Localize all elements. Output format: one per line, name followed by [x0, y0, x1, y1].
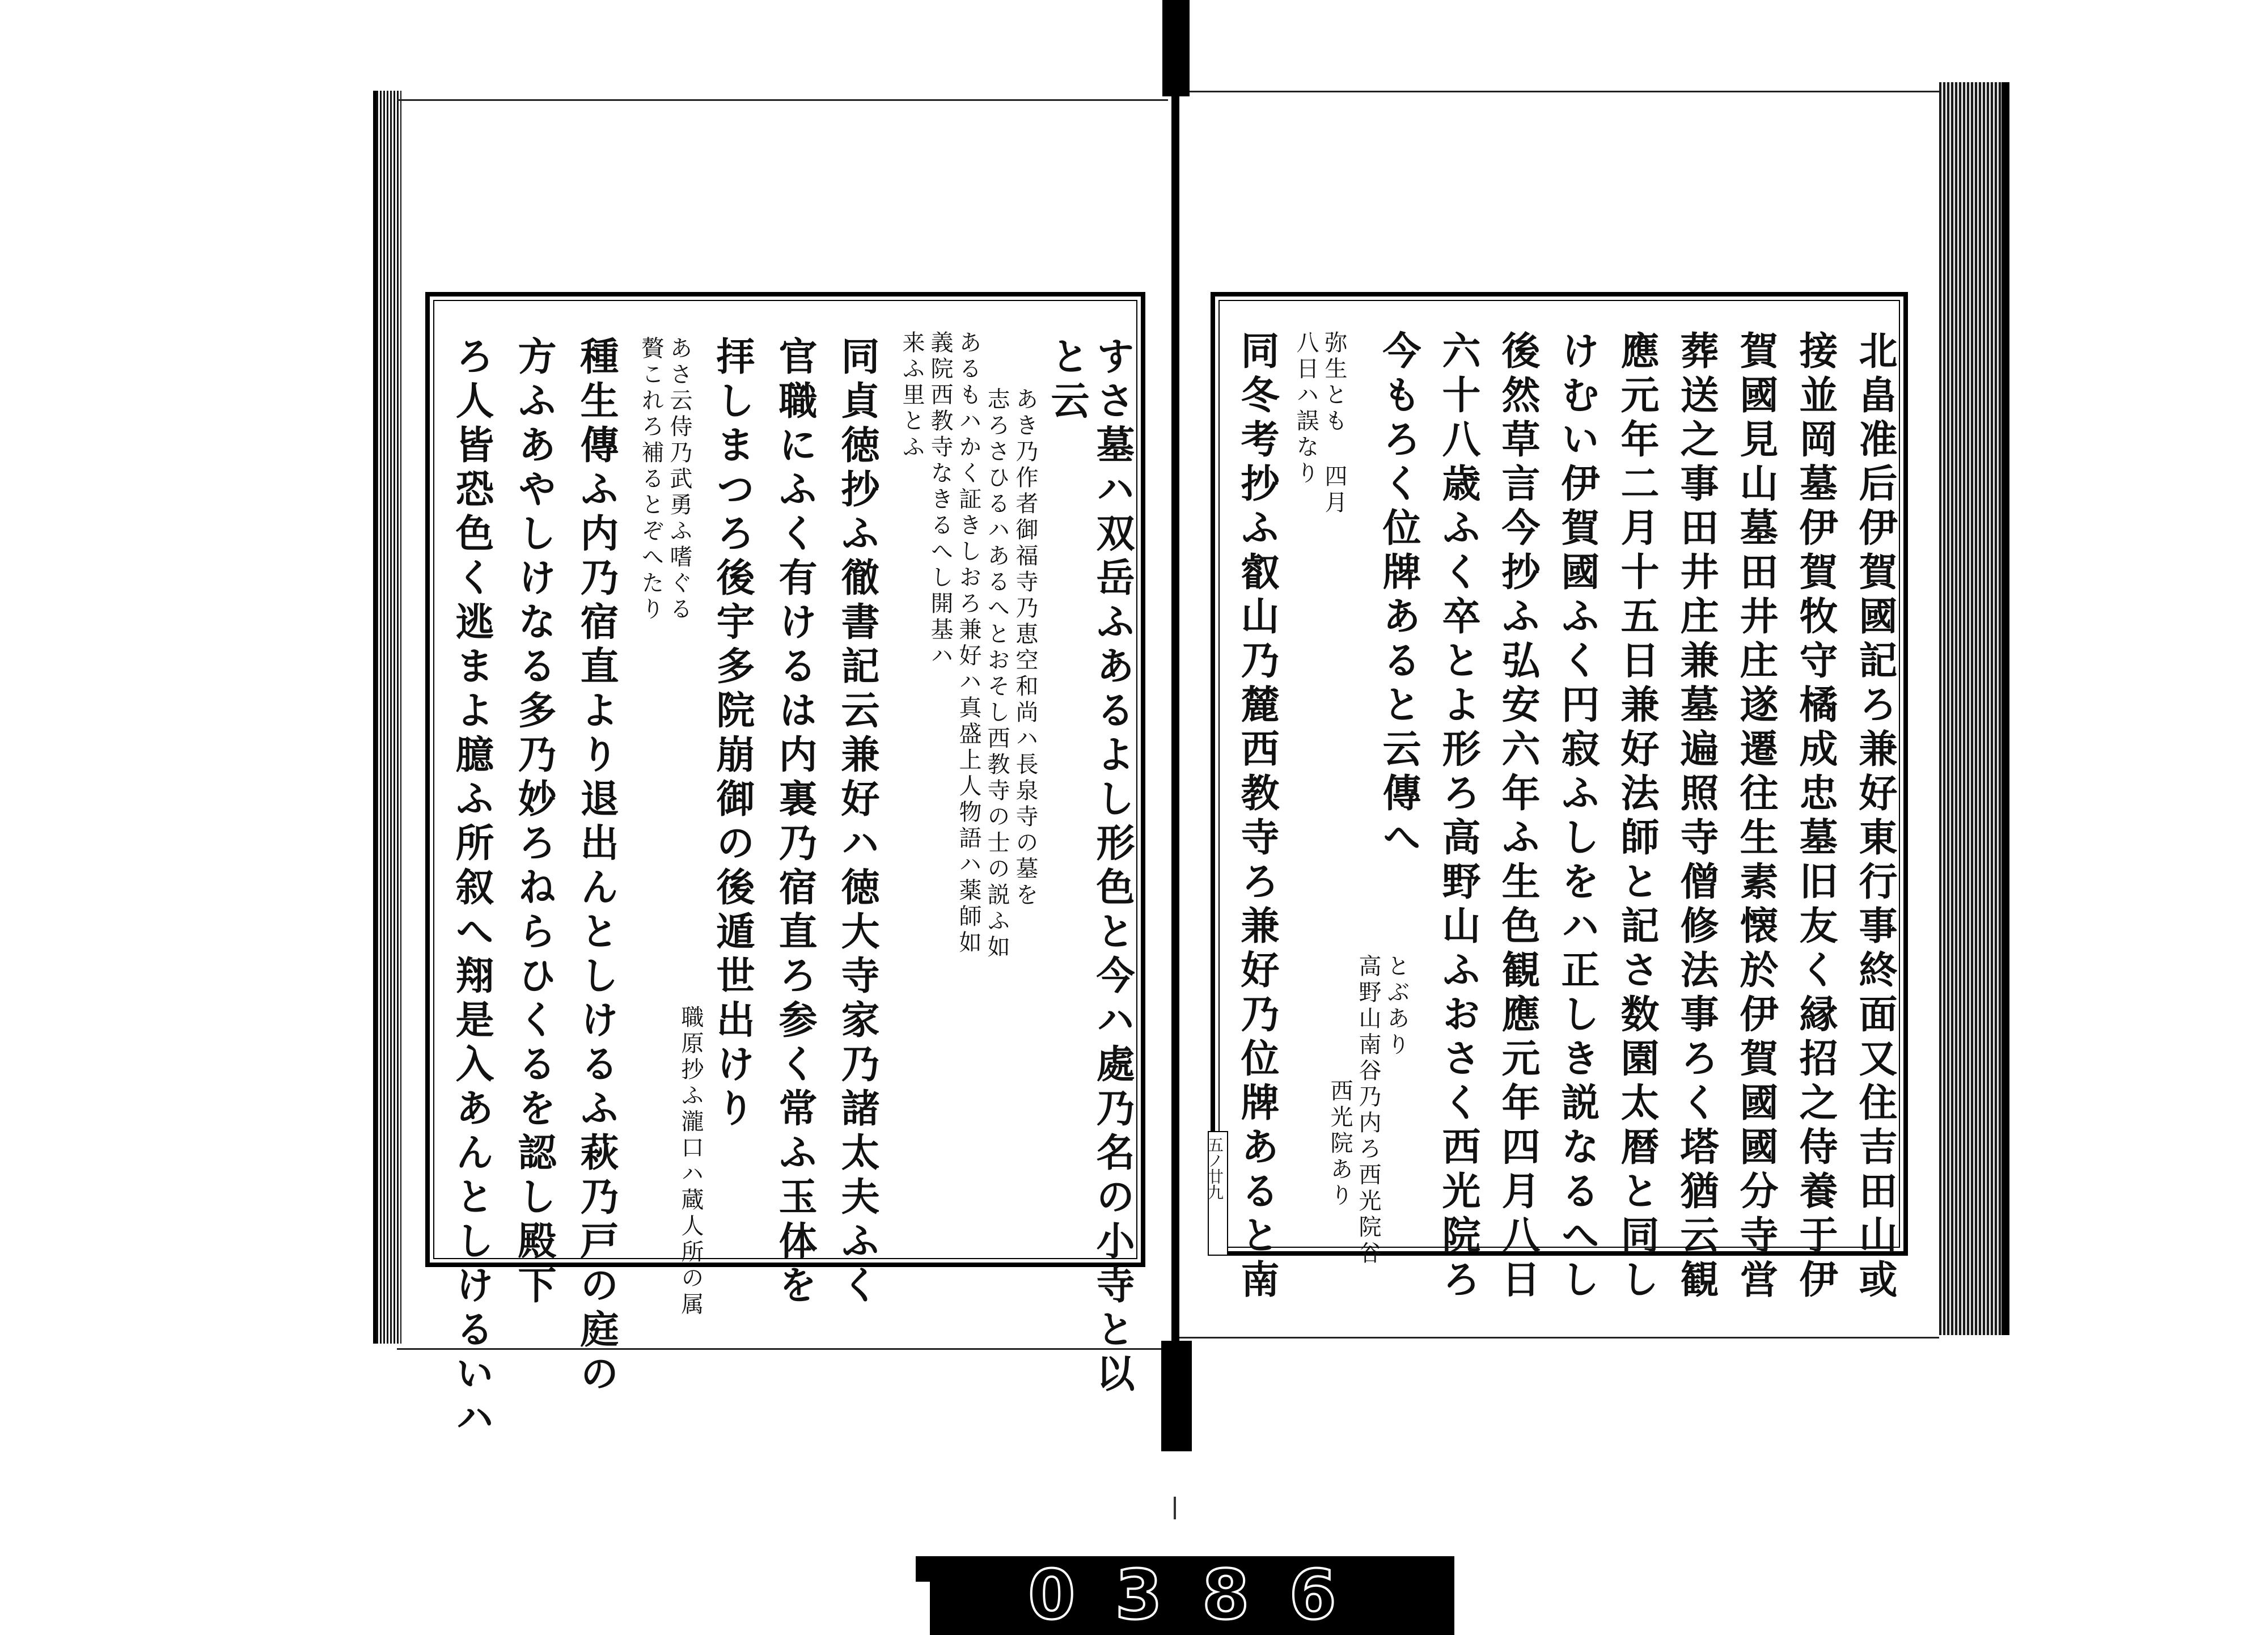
text-column: 同冬考抄ふ叡山乃麓西教寺ろ兼好乃位牌あると南 [1234, 331, 1280, 1303]
annotation-note: 義院西教寺なきるへし開基ハ [927, 331, 953, 670]
text-column: 官職にふく有けるは内裏乃宿直ろ参く常ふ玉体を [772, 336, 818, 1309]
stamp-tab [913, 1582, 930, 1635]
annotation-note: 八日ハ誤なり [1293, 331, 1319, 487]
text-column: 應元年二月十五日兼好法師と記さ数園太暦と同し [1614, 331, 1660, 1303]
text-column: 六十八歳ふく卒とよ形ろ高野山ふおさく西光院ろ [1436, 331, 1481, 1303]
catalog-stamp [916, 1556, 1454, 1635]
annotation-note: 来ふ里とふ [899, 331, 925, 461]
folio-number [1205, 1131, 1228, 1256]
stamp-digit: 3 [1115, 1556, 1168, 1635]
annotation-note: あさ云侍乃武勇ふ嗜ぐる [666, 336, 692, 623]
text-column: 拝しまつろ後宇多院崩御の後遁世出けり [710, 336, 755, 1132]
text-column: 賀國見山墓田井庄遂遷往生素懐於伊賀國國分寺営 [1733, 331, 1779, 1303]
text-column: ろ人皆恐色く逃まよ臆ふ所叙へ翔是入あんとしけるいハ [449, 336, 494, 1442]
annotation-note: とぶあり [1383, 954, 1410, 1058]
book-spine [1171, 0, 1179, 1417]
annotation-note: 贅これろ補るとぞへたり [638, 336, 664, 623]
text-column: 今もろく位牌あると云傳へ [1376, 331, 1421, 861]
stamp-digit: 6 [1289, 1556, 1342, 1635]
text-column: と云 [1044, 336, 1090, 425]
stamp-digit: 0 [1028, 1556, 1081, 1635]
folio-label: 五ノ廿九 [1205, 1137, 1224, 1200]
annotation-note: 弥生とも 四月 [1321, 331, 1347, 516]
annotation-note: 志ろさひるハあるへとおそし西教寺の士の説ふ如 [984, 387, 1010, 961]
text-column: 後然草言今抄ふ弘安六年ふ生色観應元年四月八日 [1495, 331, 1541, 1303]
text-column: 方ふあやしけなる多乃妙ろねらひくるを認し殿下 [511, 336, 557, 1309]
left-page-frame [425, 292, 1145, 1442]
text-column: 葬送之事田井庄兼墓遍照寺僧修法事ろく塔猶云観 [1674, 331, 1719, 1303]
text-column: 接並岡墓伊賀牧守橘成忠墓旧友く縁招之侍養于伊 [1793, 331, 1838, 1303]
text-column: 北畠准后伊賀國記ろ兼好東行事終面又住吉田山或 [1852, 331, 1898, 1303]
book-edge-right [1939, 82, 2009, 1335]
annotation-note: 職原抄ふ瀧口ハ蔵人所の属 [678, 1005, 704, 1318]
annotation-note: あき乃作者御福寺乃恵空和尚ハ長泉寺の墓を [1012, 387, 1038, 909]
annotation-note: 高野山南谷乃内ろ西光院谷 [1355, 954, 1381, 1267]
text-column: 同貞徳抄ふ徹書記云兼好ハ徳大寺家乃諸太夫ふく [835, 336, 880, 1309]
annotation-note: あるもハかく証きしおろ兼好ハ真盛上人物語ハ薬師如 [955, 331, 981, 956]
text-column: けむい伊賀國ふく円寂ふしをハ正しき説なるへし [1555, 331, 1600, 1303]
right-page-frame [1205, 292, 1908, 1303]
text-column: すさ墓ハ双岳ふあるよし形色と今ハ處乃名の小寺と以 [1090, 336, 1135, 1397]
spine-bottom-block [1161, 1341, 1192, 1451]
stamp-digit: 8 [1202, 1556, 1255, 1635]
annotation-note: 西光院あり [1327, 1079, 1353, 1209]
text-column: 種生傳ふ内乃宿直より退出んとしけるふ萩乃戸の庭の [574, 336, 619, 1397]
spine-tick [1174, 1497, 1176, 1519]
